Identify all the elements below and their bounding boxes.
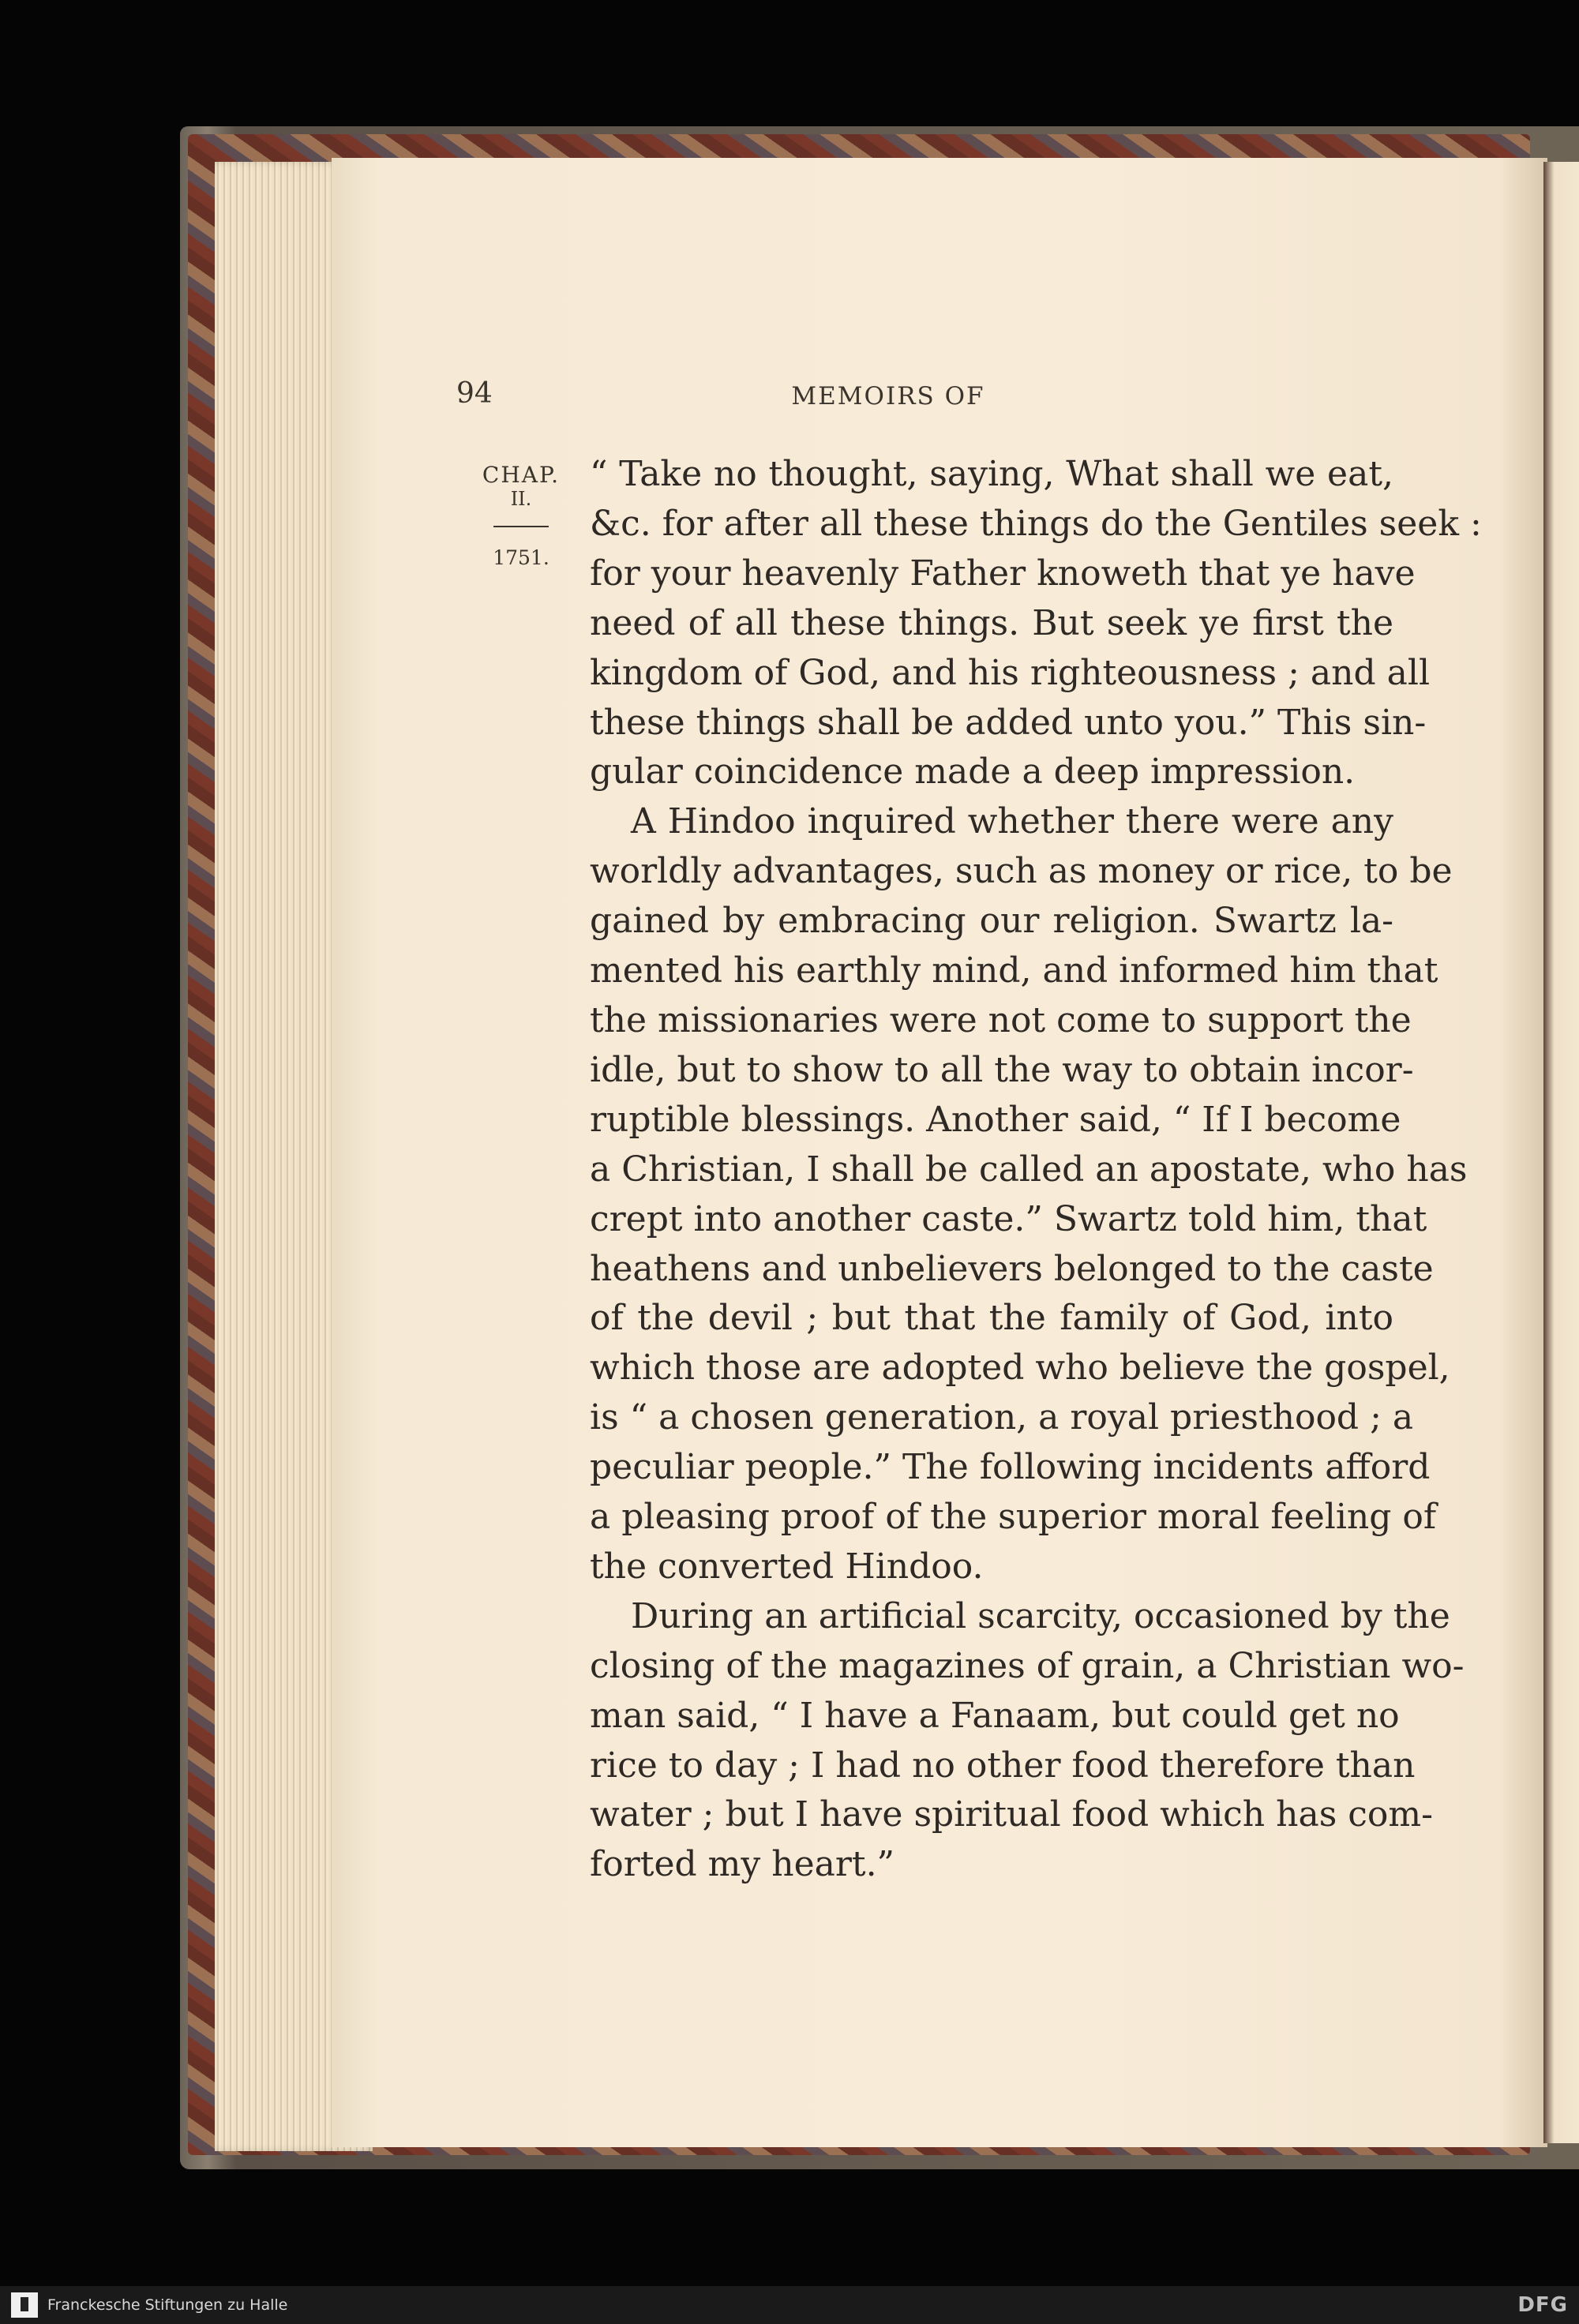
text-line: peculiar people.” The following incidents afford [590,1447,1431,1488]
institution-logo-icon [11,2292,38,2318]
text-line: crept into another caste.” Swartz told him, that [590,1198,1427,1239]
dfg-logo: DFG [1517,2293,1568,2317]
text-line: heathens and unbelievers belonged to the caste [590,1248,1434,1289]
facing-page-edge [1543,162,1579,2143]
text-line: mented his earthly mind, and informed him that [590,950,1438,991]
margin-year: 1751. [493,546,549,569]
text-line: gained by embracing our religion. Swartz la- [590,901,1393,942]
text-line: these things shall be added unto you.” This sin- [590,702,1427,743]
text-line: closing of the magazines of grain, a Christian wo- [590,1645,1465,1686]
text-line: “ Take no thought, saying, What shall we eat, [590,454,1393,494]
body-text [590,450,1482,1890]
text-line: worldly advantages, such as money or rice, to be [590,851,1453,892]
text-line: which those are adopted who believe the gospel, [590,1348,1450,1389]
text-line: is “ a chosen generation, a royal priesthood ; a [590,1397,1414,1438]
text-line: water ; but I have spiritual food which has com- [590,1794,1433,1835]
text-line: forted my heart.” [590,1844,895,1885]
text-line: for your heavenly Father knoweth that ye have [590,553,1416,594]
institution-name: Franckesche Stiftungen zu Halle [47,2296,288,2314]
viewer-footer [0,2286,1579,2324]
text-line: &c. for after all these things do the Gentiles seek : [590,503,1482,544]
text-line: the missionaries were not come to support the [590,999,1412,1040]
margin-chapter-number: II. [510,488,532,510]
text-line: need of all these things. But seek ye first the [590,602,1393,643]
running-title: MEMOIRS OF [791,382,985,410]
text-line: a pleasing proof of the superior moral feeling of [590,1497,1437,1538]
text-line: idle, but to show to all the way to obtain incor- [590,1049,1414,1090]
text-line: the converted Hindoo. [590,1546,984,1587]
margin-note [474,464,568,568]
margin-chapter-label: CHAP. [482,462,561,488]
text-line: gular coincidence made a deep impression. [590,752,1356,793]
text-line: kingdom of God, and his righteousness ; and all [590,652,1431,693]
text-line: man said, “ I have a Fanaam, but could get no [590,1695,1400,1736]
text-line: rice to day ; I had no other food therefore than [590,1745,1416,1786]
text-line: A Hindoo inquired whether there were any [631,801,1393,842]
text-line: of the devil ; but that the family of God, into [590,1298,1393,1339]
margin-rule [493,526,549,527]
page-number: 94 [456,377,493,410]
text-line: a Christian, I shall be called an apostate, who has [590,1149,1468,1190]
text-line: During an artificial scarcity, occasioned by the [631,1595,1450,1636]
text-line: ruptible blessings. Another said, “ If I become [590,1099,1401,1140]
